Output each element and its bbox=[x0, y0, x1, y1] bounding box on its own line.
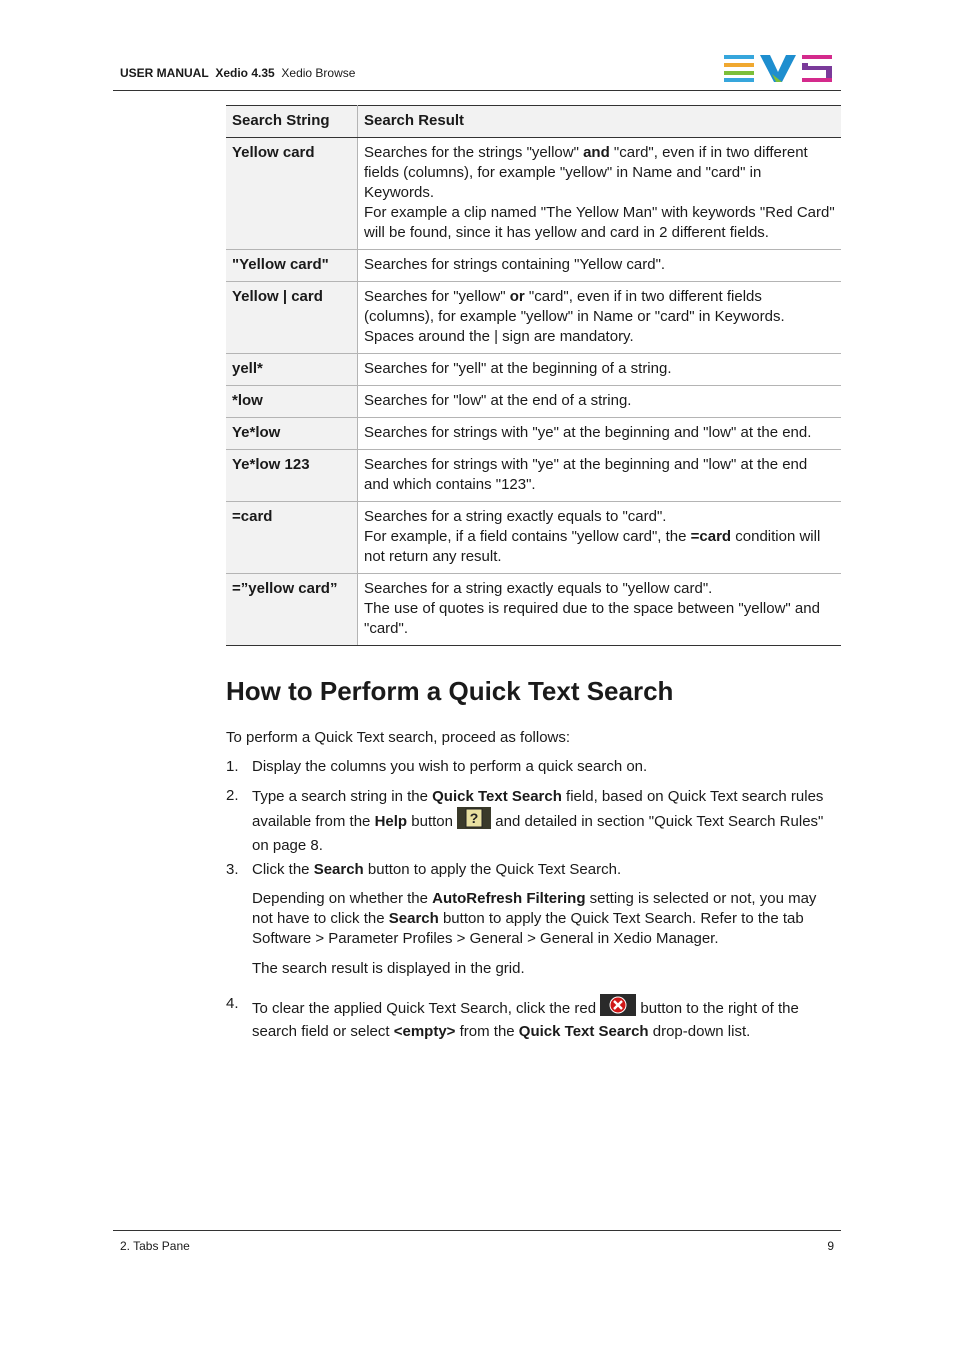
search-result-cell: Searches for strings containing "Yellow card". bbox=[358, 250, 842, 282]
table-row bbox=[226, 138, 841, 250]
search-string-cell: Ye*low 123 bbox=[226, 450, 358, 502]
table-row bbox=[226, 502, 841, 574]
search-result-cell: Searches for "yell" at the beginning of a string. bbox=[358, 354, 842, 386]
table-row bbox=[226, 282, 841, 354]
step-text: To clear the applied Quick Text Search, click the red button to the right of the search field or select <empty> from the Quick Text Search drop-down list. bbox=[252, 994, 841, 1042]
column-header-search-result: Search Result bbox=[358, 106, 842, 138]
search-string-cell: "Yellow card" bbox=[226, 250, 358, 282]
table-row bbox=[226, 418, 841, 450]
step-text: Display the columns you wish to perform a quick search on. bbox=[252, 758, 648, 775]
step-number: 1. bbox=[226, 758, 239, 775]
table-row bbox=[226, 450, 841, 502]
search-result-cell: Searches for a string exactly equals to "card". For example, if a field contains "yellow card", the =card condition will not return any result. bbox=[358, 502, 842, 574]
table-header-row bbox=[226, 106, 841, 138]
step-number: 4. bbox=[226, 995, 239, 1012]
step-number: 3. bbox=[226, 861, 239, 878]
header-product: Xedio 4.35 bbox=[215, 66, 275, 80]
header-text bbox=[120, 66, 355, 80]
intro-paragraph: To perform a Quick Text search, proceed as follows: bbox=[226, 729, 571, 746]
search-string-cell: =card bbox=[226, 502, 358, 574]
page-header bbox=[113, 52, 841, 91]
search-string-cell: yell* bbox=[226, 354, 358, 386]
search-result-line: The use of quotes is required due to the space between "yellow" and "card". bbox=[364, 600, 820, 637]
search-result-line: Searches for a string exactly equals to "yellow card". bbox=[364, 580, 713, 597]
footer-chapter: 2. Tabs Pane bbox=[120, 1239, 190, 1253]
header-doc-type: USER MANUAL bbox=[120, 66, 209, 80]
table-row bbox=[226, 386, 841, 418]
search-string-cell: *low bbox=[226, 386, 358, 418]
search-string-cell: =”yellow card” bbox=[226, 574, 358, 646]
help-button-icon bbox=[457, 807, 491, 835]
search-result-cell bbox=[358, 574, 842, 646]
footer-page-number: 9 bbox=[827, 1239, 834, 1253]
page-footer bbox=[113, 1230, 841, 1253]
step-text: Click the Search button to apply the Quick Text Search. bbox=[252, 861, 622, 878]
search-rules-table bbox=[226, 105, 841, 646]
step-text: Type a search string in the Quick Text Search field, based on Quick Text search rules available from the Help button ? and detailed in section "Quick Text Search Rules" on page 8. bbox=[252, 788, 824, 854]
search-result-cell: Searches for the strings "yellow" and "card", even if in two different fields (columns), for example "yellow" in Name and "card" in Keywords. For example a clip named "The Yellow Man" with keywords "Red Card" will be found, since it has yellow and card in 2 different fields. bbox=[358, 138, 842, 250]
step-number: 2. bbox=[226, 787, 239, 804]
table-row bbox=[226, 354, 841, 386]
search-result-cell: Searches for strings with "ye" at the beginning and "low" at the end. bbox=[358, 418, 842, 450]
table-row bbox=[226, 250, 841, 282]
search-string-cell: Ye*low bbox=[226, 418, 358, 450]
search-result-cell: Searches for "low" at the end of a string. bbox=[358, 386, 842, 418]
table-row bbox=[226, 574, 841, 646]
header-module: Xedio Browse bbox=[281, 66, 356, 80]
search-result-line: Spaces around the | sign are mandatory. bbox=[364, 328, 634, 345]
search-string-cell: Yellow | card bbox=[226, 282, 358, 354]
svg-text:?: ? bbox=[469, 810, 479, 826]
section-title: How to Perform a Quick Text Search bbox=[226, 676, 674, 706]
search-string-cell: Yellow card bbox=[226, 138, 358, 250]
search-result-cell: Searches for "yellow" or "card", even if in two different fields (columns), for example "yellow" in Name or "card" in Keywords. Spaces around the | sign are mandatory. bbox=[358, 282, 842, 354]
note-text: Depending on whether the AutoRefresh Filtering setting is selected or not, you may not have to click the Search button to apply the Quick Text Search. Refer to the tab Software > Parameter Profiles > General > General in Xedio Manager. bbox=[252, 890, 817, 947]
evs-logo bbox=[724, 52, 834, 86]
search-result-cell: Searches for strings with "ye" at the beginning and "low" at the end and which contains "123". bbox=[358, 450, 842, 502]
search-result-line: Searches for a string exactly equals to "card". bbox=[364, 508, 667, 525]
result-text: The search result is displayed in the grid. bbox=[252, 960, 525, 977]
column-header-search-string: Search String bbox=[226, 106, 358, 138]
clear-button-icon bbox=[600, 994, 636, 1022]
